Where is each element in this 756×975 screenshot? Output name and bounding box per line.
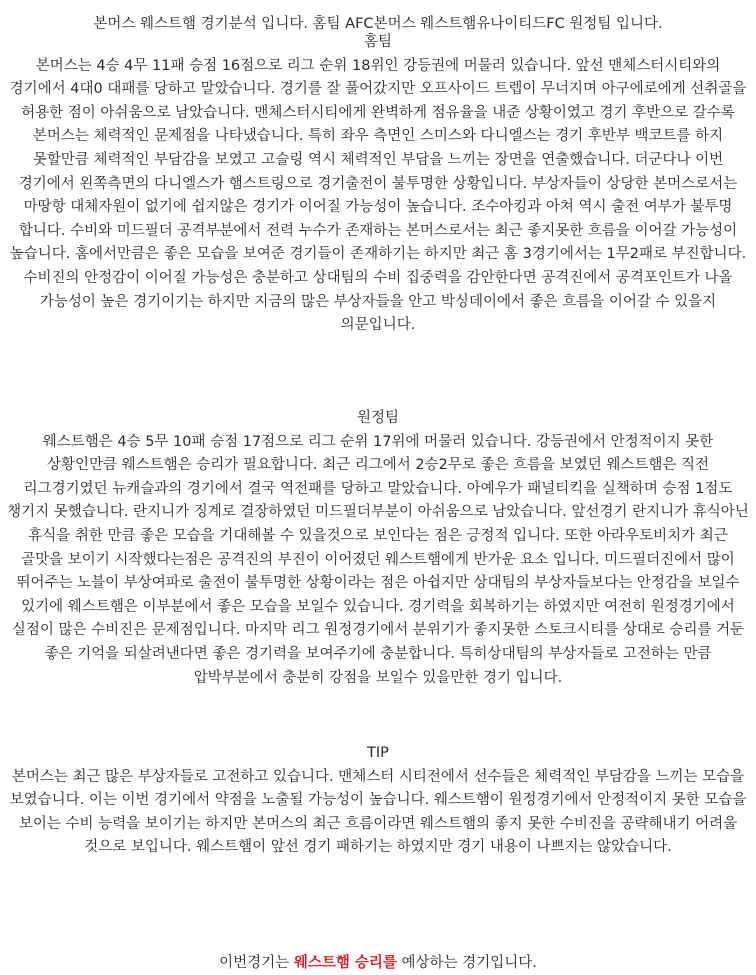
tip-body: 본머스는 최근 많은 부상자들로 고전하고 있습니다. 맨체스터 시티전에서 선수들은 체력적인 부담감을 느끼는 모습을 보였습니다. 이는 이번 경기에서 약점을 노출될 가능성이 높습니다. 웨스트햄이 원정경기에서 안정적이지 못한 모습을 보이는 수비 능력을 보이기는 하지만 본머스의 최근 흐름이라면 웨스트햄의 좋지 못한 수비진을 공략해내기 어려울 것으로 보입니다. 웨스트햄이 앞선 경기 패하기는 하였지만 경기 내용이 나쁘지는 않았습니다.: [6, 766, 750, 860]
home-team-title: 홈팀: [6, 31, 750, 55]
tip-section: [6, 742, 750, 860]
prediction-highlight: 웨스트햄 승리를: [294, 955, 397, 971]
prediction-suffix: 예상하는 경기입니다.: [397, 955, 537, 971]
intro-line: 본머스 웨스트햄 경기분석 입니다. 홈팀 AFC본머스 웨스트햄유나이티드FC 원정팀 입니다.: [6, 13, 750, 37]
prediction-prefix: 이번경기는: [219, 955, 294, 971]
away-team-title: 원정팀: [6, 407, 750, 431]
tip-title: TIP: [6, 742, 750, 766]
home-team-section: [6, 31, 750, 338]
prediction-line: [6, 952, 750, 975]
home-team-analysis: 본머스는 4승 4무 11패 승점 16점으로 리그 순위 18위인 강등권에 머물러 있습니다. 앞선 맨체스터시티와의 경기에서 4대0 대패를 당하고 말았습니다. 경기를 잘 풀어갔지만 오프사이드 트렙이 무너지며 아구에로에게 선취골을 허용한 점이 아쉬움으로 남았습니다. 맨체스터시티에게 완벽하게 점유율을 내준 상황이였고 경기 후반으로 갈수록 본머스는 체력적인 문제점을 나타냈습니다. 특히 좌우 측면인 스미스와 다니엘스는 경기 후반부 백코트를 하지 못할만큼 체력적인 부담감을 보였고 고슬링 역시 체력적인 부담을 느끼는 장면을 연출했습니다. 더군다나 이번 경기에서 왼쪽측면의 다니엘스가 햄스트링으로 경기출전이 불투명한 상황입니다. 부상자들이 상당한 본머스로서는 마땅항 대체자원이 없기에 쉽지않은 경기가 이어질 가능성이 높습니다. 조수아킹과 아쳐 역시 출전 여부가 불투명 합니다. 수비와 미드필더 공격부분에서 전력 누수가 존재하는 본머스로서는 최근 좋지못한 흐름을 이어갈 가능성이 높습니다. 홈에서만큼은 좋은 모습을 보여준 경기들이 존재하기는 하지만 최근 홈 3경기에서는 1무2패로 부진합니다. 수비진의 안정감이 이어질 가능성은 충분하고 상대팀의 수비 집중력을 감안한다면 공격진에서 공격포인트가 나올 가능성이 높은 경기이기는 하지만 지금의 많은 부상자들을 안고 박싱데이에서 좋은 흐름을 이어갈 수 있을지 의문입니다.: [6, 55, 750, 338]
away-team-analysis: 웨스트햄은 4승 5무 10패 승점 17점으로 리그 순위 17위에 머물러 있습니다. 강등권에서 안정적이지 못한 상황인만큼 웨스트햄은 승리가 필요합니다. 최근 리그에서 2승2무로 좋은 흐름을 보였던 웨스트햄은 직전 리그경기였던 뉴캐슬과의 경기에서 결국 역전패를 당하고 말았습니다. 아예우가 패널티킥을 실책하며 승점 1점도 챙기지 못했습니다. 란지니가 징계로 결장하였던 미드필더부분이 아쉬움으로 남았습니다. 앞선경기 란지니가 휴식아닌 휴식을 취한 만큼 좋은 모습을 기대해볼 수 있을것으로 보인다는 점은 긍정적 입니다. 또한 아라우토비치가 최근 골맛을 보이기 시작했다는점은 공격진의 부진이 이어졌던 웨스트햄에게 반가운 요소 입니다. 미드필더진에서 많이 뛰어주는 노블이 부상여파로 출전이 불투명한 상황이라는 점은 아쉽지만 상대팀의 부상자들보다는 안정감을 보일수 있기에 웨스트햄은 이부분에서 좋은 모습을 보일수 있습니다. 경기력을 회복하기는 하였지만 여전히 원정경기에서 실점이 많은 수비진은 문제점입니다. 마지막 리그 원정경기에서 분위기가 좋지못한 스토크시티를 상대로 승리를 거둔 좋은 기억을 되살려낸다면 좋은 경기력을 보여주기에 충분합니다. 특히상대팀의 부상자들로 고전하는 만큼 압박부분에서 충분히 강점을 보일수 있을만한 경기 입니다.: [6, 431, 750, 691]
away-team-section: [6, 407, 750, 690]
